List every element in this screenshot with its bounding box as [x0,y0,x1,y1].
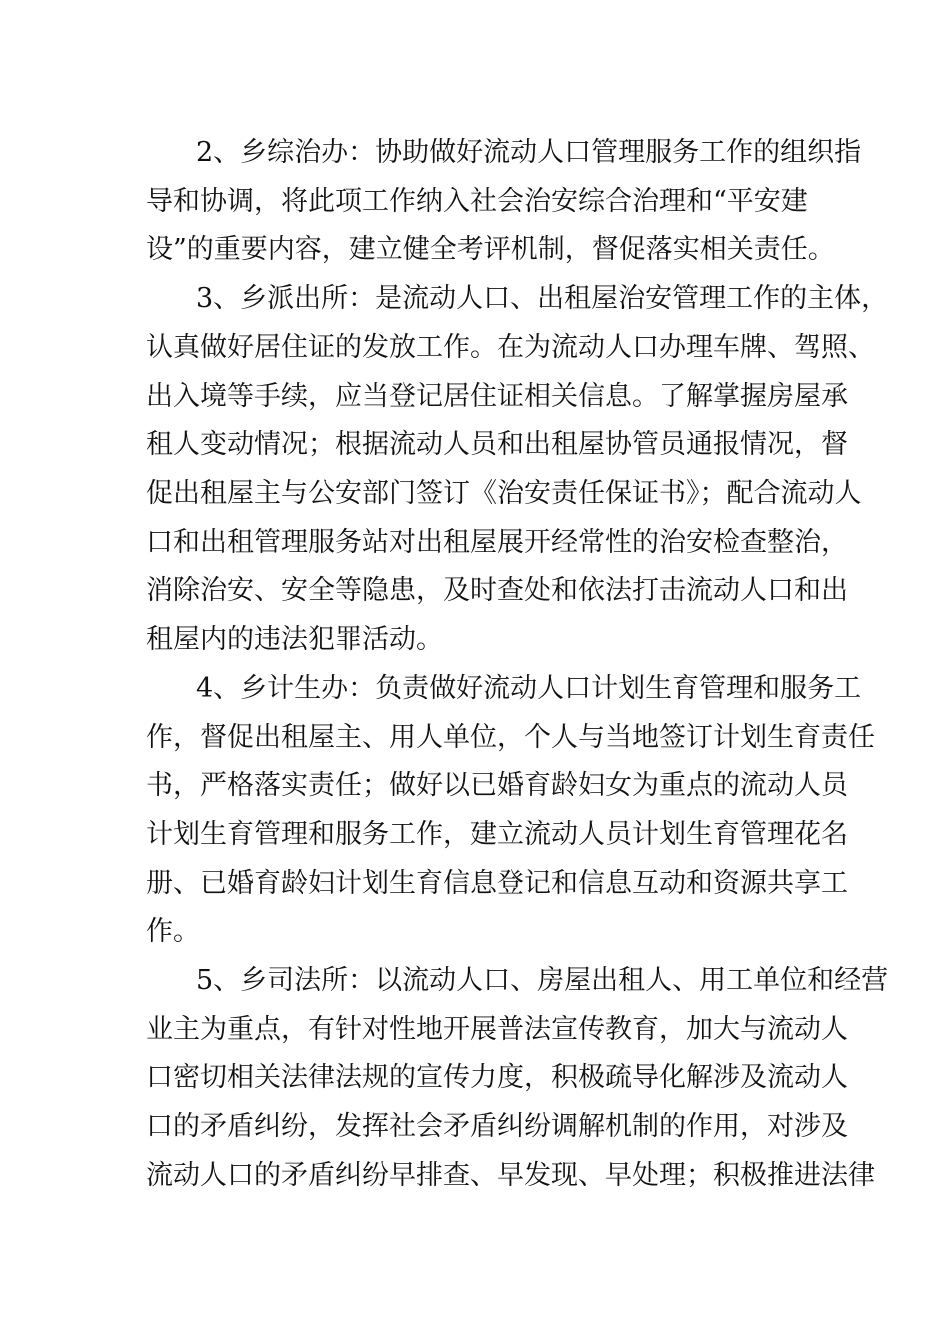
paragraph-line: 4、乡计生办：负责做好流动人口计划生育管理和服务工 [196,673,862,704]
paragraph-line: 消除治安、安全等隐患，及时查处和依法打击流动人口和出 [146,575,848,606]
paragraph-line: 作。 [146,916,200,947]
paragraph-line: 2、乡综治办：协助做好流动人口管理服务工作的组织指 [196,137,862,168]
paragraph-line: 5、乡司法所：以流动人口、房屋出租人、用工单位和经营 [196,965,889,996]
paragraph-line: 作，督促出租屋主、用人单位，个人与当地签订计划生育责任 [146,722,875,753]
paragraph-line: 设”的重要内容，建立健全考评机制，督促落实相关责任。 [146,234,835,265]
paragraph-line: 租人变动情况；根据流动人员和出租屋协管员通报情况，督 [146,429,848,460]
paragraph-line: 认真做好居住证的发放工作。在为流动人口办理车牌、驾照、 [146,332,875,363]
paragraph-line: 租屋内的违法犯罪活动。 [146,624,443,655]
paragraph-line: 口的矛盾纠纷，发挥社会矛盾纠纷调解机制的作用，对涉及 [146,1111,848,1142]
paragraph-line: 口和出租管理服务站对出租屋展开经常性的治安检查整治， [146,527,848,558]
paragraph-line: 出入境等手续，应当登记居住证相关信息。了解掌握房屋承 [146,381,848,412]
paragraph-line: 书，严格落实责任；做好以已婚育龄妇女为重点的流动人员 [146,770,848,801]
paragraph-line: 计划生育管理和服务工作，建立流动人员计划生育管理花名 [146,819,848,850]
paragraph-line: 3、乡派出所：是流动人口、出租屋治安管理工作的主体， [196,283,889,314]
paragraph-line: 册、已婚育龄妇计划生育信息登记和信息互动和资源共享工 [146,868,848,899]
paragraph-line: 流动人口的矛盾纠纷早排查、早发现、早处理；积极推进法律 [146,1160,875,1191]
paragraph-line: 口密切相关法律法规的宣传力度，积极疏导化解涉及流动人 [146,1062,848,1093]
paragraph-line: 导和协调，将此项工作纳入社会治安综合治理和“平安建 [146,186,808,217]
paragraph-line: 业主为重点，有针对性地开展普法宣传教育，加大与流动人 [146,1014,848,1045]
paragraph-line: 促出租屋主与公安部门签订《治安责任保证书》；配合流动人 [146,478,862,509]
